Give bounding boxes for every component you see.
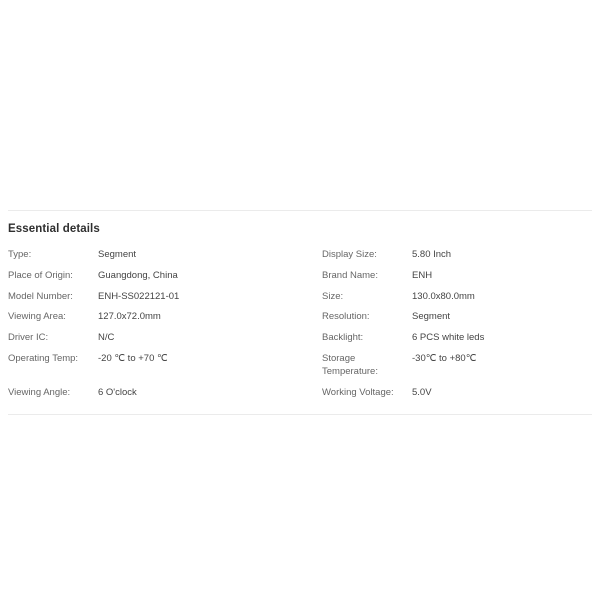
spec-value: 5.80 Inch — [412, 249, 452, 260]
spec-label: Viewing Angle: — [8, 386, 71, 398]
spec-label: Viewing Area: — [8, 311, 66, 323]
spec-label: Display Size: — [322, 249, 377, 260]
spec-label: Driver IC: — [8, 332, 49, 344]
table-row — [8, 245, 600, 266]
specs-table — [8, 245, 600, 404]
table-row — [8, 383, 600, 404]
spec-label: Resolution: — [322, 311, 370, 323]
spec-value: Guangdong, China — [98, 269, 178, 281]
spec-value: 127.0x72.0mm — [98, 311, 161, 323]
section-bottom-divider — [8, 414, 592, 415]
spec-label: Brand Name: — [322, 269, 378, 281]
spec-label: Model Number: — [8, 290, 73, 302]
spec-value: ENH — [412, 269, 433, 281]
section-title: Essential details — [8, 223, 100, 235]
spec-value: 130.0x80.0mm — [412, 290, 475, 302]
spec-value: N/C — [98, 332, 115, 344]
spec-label: Type: — [8, 249, 32, 260]
table-row — [8, 287, 600, 308]
essential-details-section — [0, 210, 600, 415]
spec-value: Segment — [412, 311, 451, 323]
spec-label: Operating Temp: — [8, 353, 79, 365]
spec-label: Working Voltage: — [322, 386, 394, 398]
spec-label: Backlight: — [322, 332, 364, 344]
spec-label: Storage Temperature: — [322, 353, 378, 377]
table-row — [8, 349, 600, 383]
table-row — [8, 307, 600, 328]
spec-value: ENH-SS022121-01 — [98, 290, 180, 302]
spec-value: 6 O'clock — [98, 386, 137, 398]
table-row — [8, 266, 600, 287]
spec-value: -30℃ to +80℃ — [412, 353, 477, 365]
spec-value: 6 PCS white leds — [412, 332, 485, 344]
table-row — [8, 328, 600, 349]
spec-value: 5.0V — [412, 386, 432, 398]
spec-label: Size: — [322, 290, 344, 302]
spec-value: -20 ℃ to +70 ℃ — [98, 353, 168, 365]
spec-value: Segment — [98, 249, 137, 260]
spec-label: Place of Origin: — [8, 269, 73, 281]
